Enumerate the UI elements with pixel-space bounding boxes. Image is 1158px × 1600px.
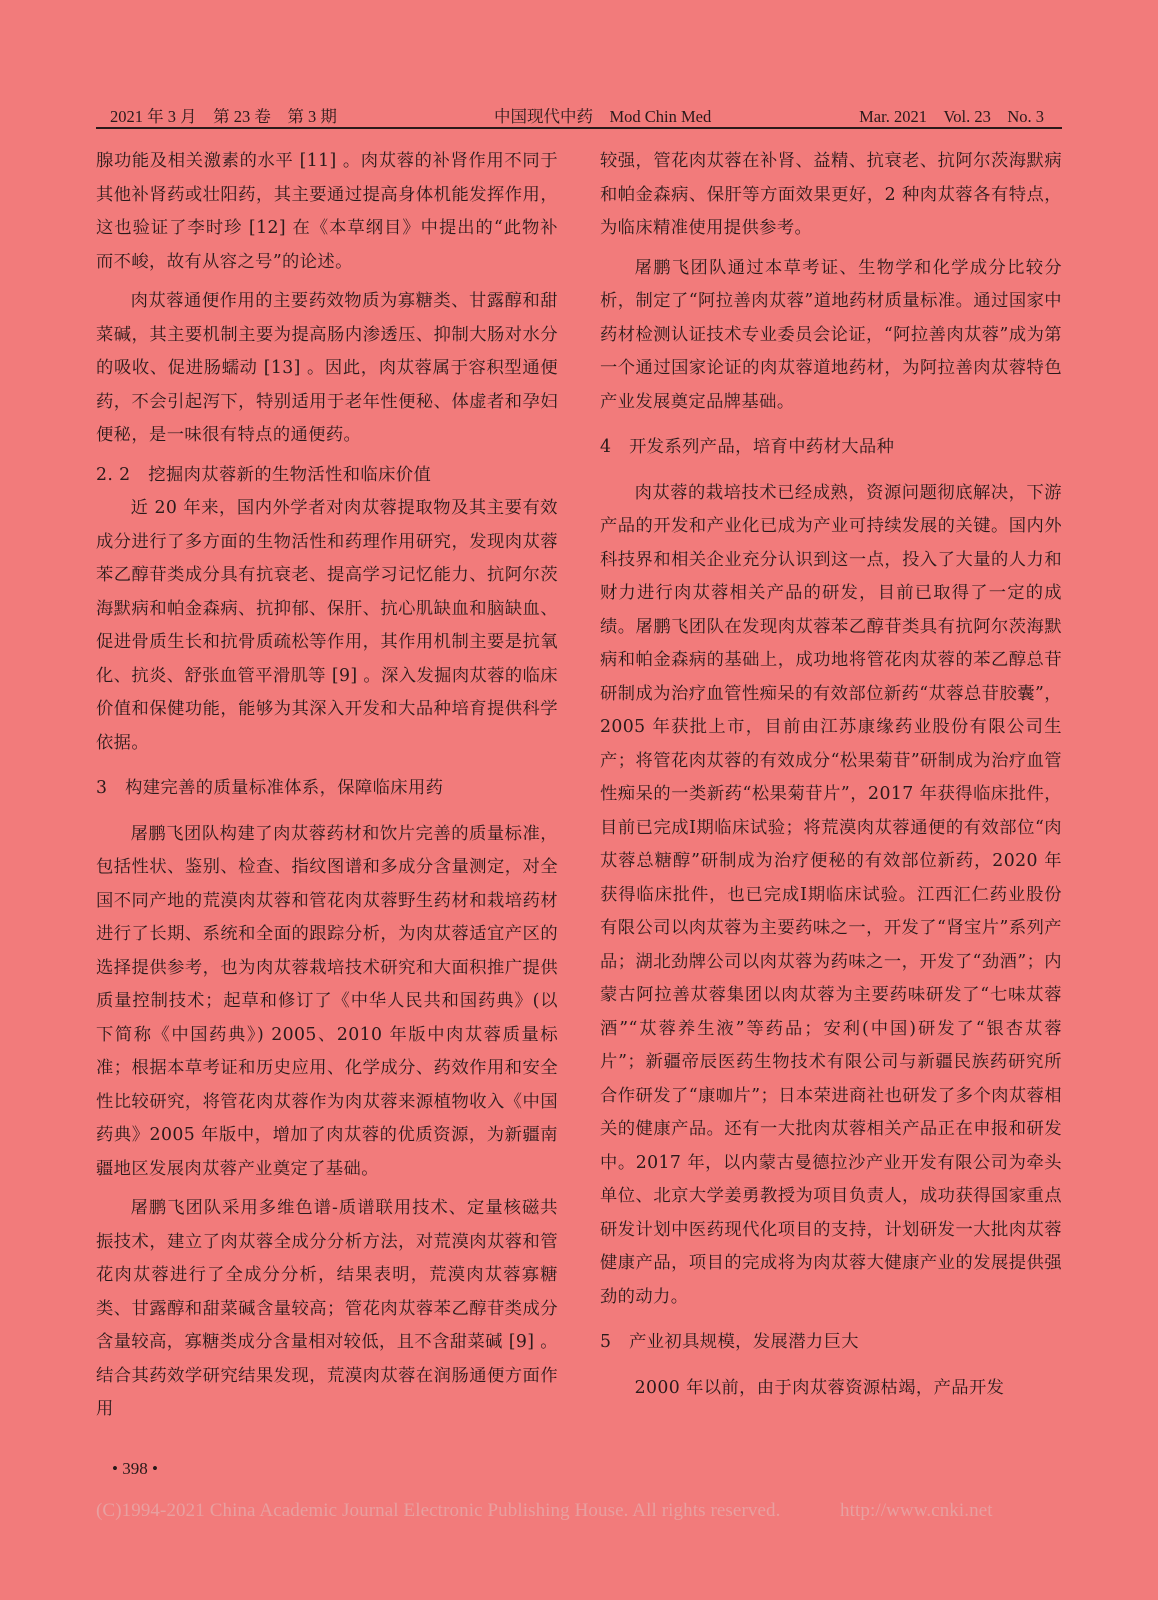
paragraph: 屠鹏飞团队构建了肉苁蓉药材和饮片完善的质量标准，包括性状、鉴别、检查、指纹图谱和多成分含量测定，对全国不同产地的荒漠肉苁蓉和管花肉苁蓉野生药材和栽培药材进行了长期、系统和全面的跟踪分析，为肉苁蓉适宜产区的选择提供参考，也为肉苁蓉栽培技术研究和大面积推广提供质量控制技术；起草和修订了《中华人民共和国药典》(以下简称《中国药典》) 2005、2010 年版中肉苁蓉质量标准；根据本草考证和历史应用、化学成分、药效作用和安全性比较研究，将管花肉苁蓉作为肉苁蓉来源植物收入《中国药典》2005 年版中，增加了肉苁蓉的优质资源，为新疆南疆地区发展肉苁蓉产业奠定了基础。 bbox=[96, 823, 558, 1179]
paragraph: 腺功能及相关激素的水平 [11] 。肉苁蓉的补肾作用不同于其他补肾药或壮阳药，其主要通过提高身体机能发挥作用，这也验证了李时珍 [12] 在《本草纲目》中提出的“此物补而不峻，故有从容之号”的论述。 bbox=[96, 151, 558, 272]
paragraph: 屠鹏飞团队采用多维色谱-质谱联用技术、定量核磁共振技术，建立了肉苁蓉全成分分析方法，对荒漠肉苁蓉和管花肉苁蓉进行了全成分分析，结果表明，荒漠肉苁蓉寡糖类、甘露醇和甜菜碱含量较高；管花肉苁蓉苯乙醇苷类成分含量较高，寡糖类成分含量相对较低，且不含甜菜碱 [9] 。结合其药效学研究结果发现，荒漠肉苁蓉在润肠通便方面作用 bbox=[96, 1198, 558, 1419]
copyright-footer bbox=[96, 1500, 1062, 1522]
right-column bbox=[600, 145, 1062, 1405]
paragraph: 肉苁蓉的栽培技术已经成熟，资源问题彻底解决，下游产品的开发和产业化已成为产业可持续发展的关键。国内外科技界和相关企业充分认识到这一点，投入了大量的人力和财力进行肉苁蓉相关产品的研发，目前已取得了一定的成绩。屠鹏飞团队在发现肉苁蓉苯乙醇苷类具有抗阿尔茨海默病和帕金森病的基础上，成功地将管花肉苁蓉的苯乙醇总苷研制成为治疗血管性痴呆的有效部位新药“苁蓉总苷胶囊”，2005 年获批上市，目前由江苏康缘药业股份有限公司生产；将管花肉苁蓉的有效成分“松果菊苷”研制成为治疗血管性痴呆的一类新药“松果菊苷片”，2017 年获得临床批件，目前已完成Ⅰ期临床试验；将荒漠肉苁蓉通便的有效部位“肉苁蓉总糖醇”研制成为治疗便秘的有效部位新药，2020 年获得临床批件，也已完成Ⅰ期临床试验。江西汇仁药业股份有限公司以肉苁蓉为主要药味之一，开发了“肾宝片”系列产品；湖北劲牌公司以肉苁蓉为药味之一，开发了“劲酒”；内蒙古阿拉善苁蓉集团以肉苁蓉为主要药味研发了“七味苁蓉酒”“苁蓉养生液”等药品；安利(中国)研发了“银杏苁蓉片”；新疆帝辰医药生物技术有限公司与新疆民族药研究所合作研发了“康咖片”；日本荣进商社也研发了多个肉苁蓉相关的健康产品。还有一大批肉苁蓉相关产品正在申报和研发中。2017 年，以内蒙古曼德拉沙产业开发有限公司为牵头单位、北京大学姜勇教授为项目负责人，成功获得国家重点研发计划中医药现代化项目的支持，计划研发一大批肉苁蓉健康产品，项目的完成将为肉苁蓉大健康产业的发展提供强劲的动力。 bbox=[600, 482, 1062, 1307]
paragraph: 屠鹏飞团队通过本草考证、生物学和化学成分比较分析，制定了“阿拉善肉苁蓉”道地药材质量标准。通过国家中药材检测认证技术专业委员会论证，“阿拉善肉苁蓉”成为第一个通过国家论证的肉苁蓉道地药材，为阿拉善肉苁蓉特色产业发展奠定品牌基础。 bbox=[600, 257, 1062, 412]
section-heading-2-2: 2. 2 挖掘肉苁蓉新的生物活性和临床价值 bbox=[96, 464, 432, 485]
header-issue-en: Mar. 2021 Vol. 23 No. 3 bbox=[859, 107, 1044, 126]
header-rule bbox=[96, 127, 1062, 129]
section-heading-3: 3 构建完善的质量标准体系，保障临床用药 bbox=[96, 778, 444, 798]
header-journal-title: 中国现代中药 Mod Chin Med bbox=[494, 107, 712, 126]
section-heading-5: 5 产业初具规模，发展潜力巨大 bbox=[600, 1332, 859, 1352]
copyright-notice: (C)1994-2021 China Academic Journal Electronic Publishing House. All rights reserved. bbox=[96, 1500, 781, 1521]
paragraph: 肉苁蓉通便作用的主要药效物质为寡糖类、甘露醇和甜菜碱，其主要机制主要为提高肠内渗透压、抑制大肠对水分的吸收、促进肠蠕动 [13] 。因此，肉苁蓉属于容积型通便药，不会引起泻下，特别适用于老年性便秘、体虚者和孕妇便秘，是一味很有特点的通便药。 bbox=[96, 291, 558, 445]
header-issue-cn: 2021 年 3 月 第 23 卷 第 3 期 bbox=[110, 107, 337, 126]
page-number: • 398 • bbox=[112, 1459, 158, 1478]
paragraph: 近 20 年来，国内外学者对肉苁蓉提取物及其主要有效成分进行了多方面的生物活性和药理作用研究，发现肉苁蓉苯乙醇苷类成分具有抗衰老、提高学习记忆能力、抗阿尔茨海默病和帕金森病、抗抑郁、保肝、抗心肌缺血和脑缺血、促进骨质生长和抗骨质疏松等作用，其作用机制主要是抗氧化、抗炎、舒张血管平滑肌等 [9] 。深入发掘肉苁蓉的临床价值和保健功能，能够为其深入开发和大品种培育提供科学依据。 bbox=[96, 498, 558, 753]
publisher-link[interactable]: http://www.cnki.net bbox=[840, 1500, 993, 1521]
section-heading-4: 4 开发系列产品，培育中药材大品种 bbox=[600, 437, 895, 457]
paragraph: 2000 年以前，由于肉苁蓉资源枯竭，产品开发 bbox=[634, 1377, 1005, 1398]
paragraph: 较强，管花肉苁蓉在补肾、益精、抗衰老、抗阿尔茨海默病和帕金森病、保肝等方面效果更好，2 种肉苁蓉各有特点，为临床精准使用提供参考。 bbox=[600, 151, 1062, 238]
left-column bbox=[96, 145, 558, 1427]
running-header bbox=[96, 97, 1062, 127]
